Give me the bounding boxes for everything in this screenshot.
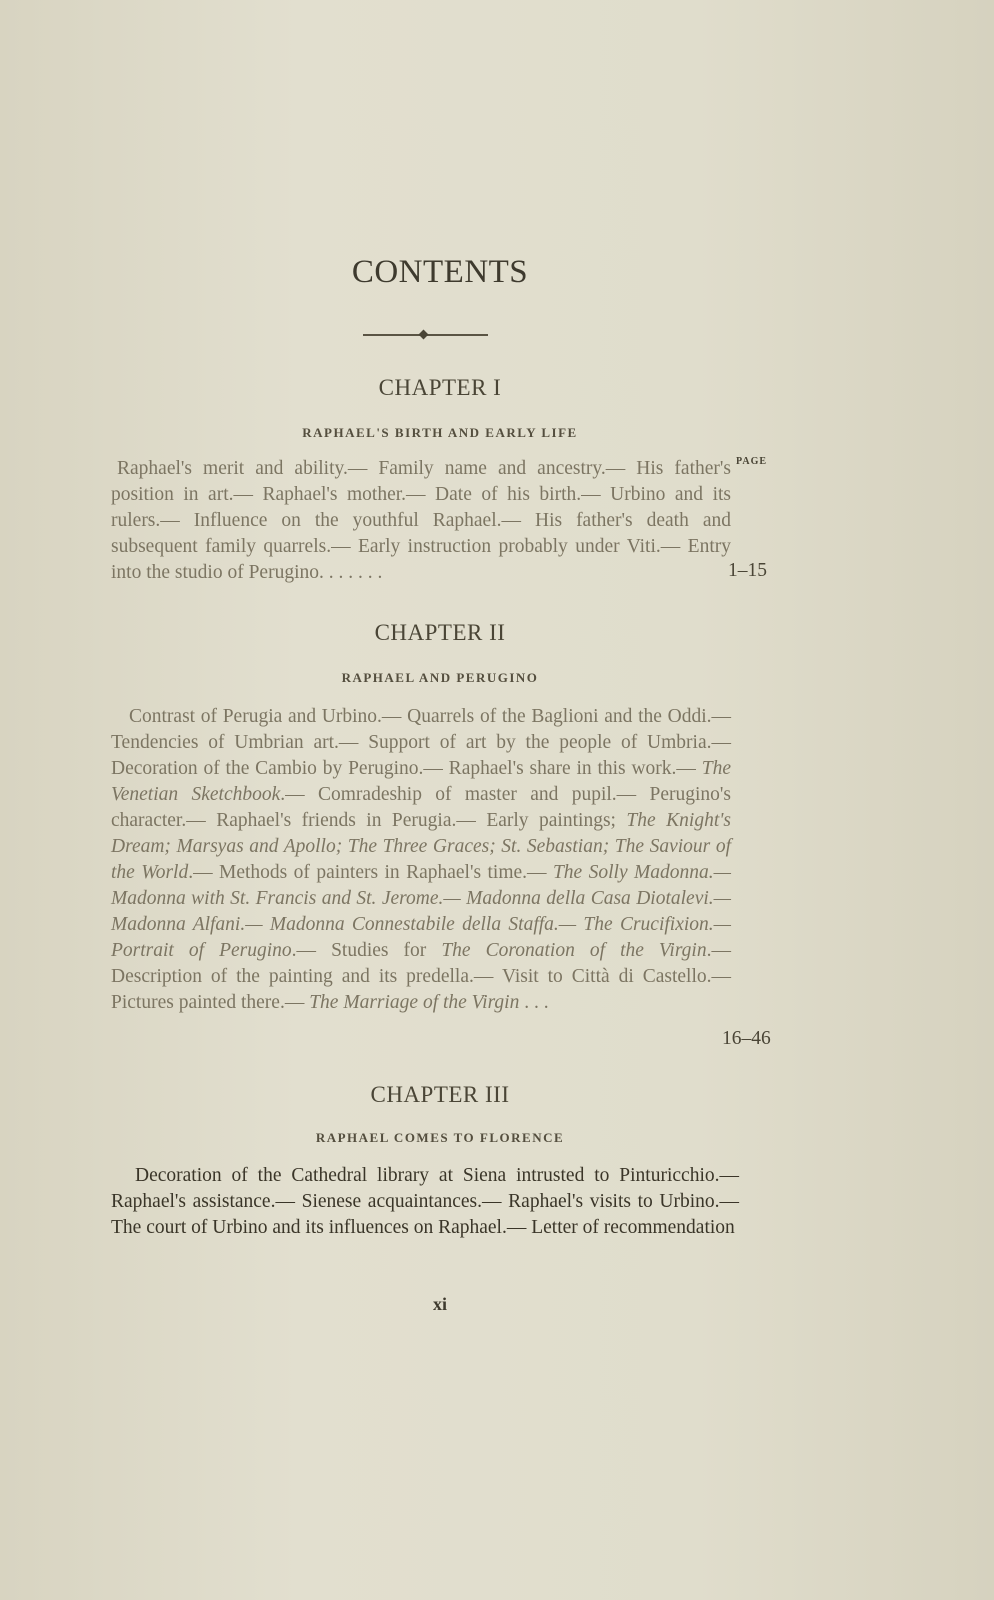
diamond-ornament-icon [419,330,429,340]
chapter-1-pages: 1–15 [728,560,767,581]
chapter-1-summary: Raphael's merit and ability.— Family name and ancestry.— His father's position in art.— Raphael's mother.— Date of his birth.— Urbino and its rulers.— Influence on the youthful Raphael.— His father's death and subsequent family quarrels.— Early instruction probably under Viti.— Entry into the studio of Perugino. . . . . . . [111,458,731,583]
chapter-3-heading: CHAPTER III [370,1082,510,1107]
chapter-2-pages: 16–46 [722,1028,771,1049]
chapter-1-subtitle: RAPHAEL'S BIRTH AND EARLY LIFE [302,425,578,440]
chapter-1-heading: CHAPTER I [378,375,502,400]
chapter-3-summary: Decoration of the Cathedral library at Siena intrusted to Pinturicchio.— Raphael's assistance.— Sienese acquaintances.— Raphael's visits to Urbino.— The court of Urbino and its influences on Raphael.— Letter of recommendation [111,1165,739,1238]
chapter-3-subtitle: RAPHAEL COMES TO FLORENCE [315,1130,565,1145]
chapter-2-subtitle: RAPHAEL AND PERUGINO [341,670,539,685]
page-title: CONTENTS [351,254,529,290]
page-column-label: PAGE [736,456,768,467]
chapter-2-summary: Contrast of Perugia and Urbino.— Quarrels of the Baglioni and the Oddi.— Tendencies of Umbrian art.— Support of art by the people of Umbria.— Decoration of the Cambio by Perugino.— Raphael's share in this work.— The Venetian Sketchbook.— Comradeship of master and pupil.— Perugino's character.— Raphael's friends in Perugia.— Early paintings; The Knight's Dream; Marsyas and Apollo; The Three Graces; St. Sebastian; The Saviour of the World.— Methods of painters in Raphael's time.— The Solly Madonna.— Madonna with St. Francis and St. Jerome.— Madonna della Casa Diotalevi.— Madonna Alfani.— Madonna Connestabile della Staffa.— The Crucifixion.— Portrait of Perugino.— Studies for The Coronation of the Virgin.— Description of the painting and its predella.— Visit to Città di Castello.— Pictures painted there.— The Marriage of the Virgin . . . [111,706,731,1013]
page-folio: xi [432,1294,447,1314]
chapter-2-heading: CHAPTER II [374,620,506,645]
